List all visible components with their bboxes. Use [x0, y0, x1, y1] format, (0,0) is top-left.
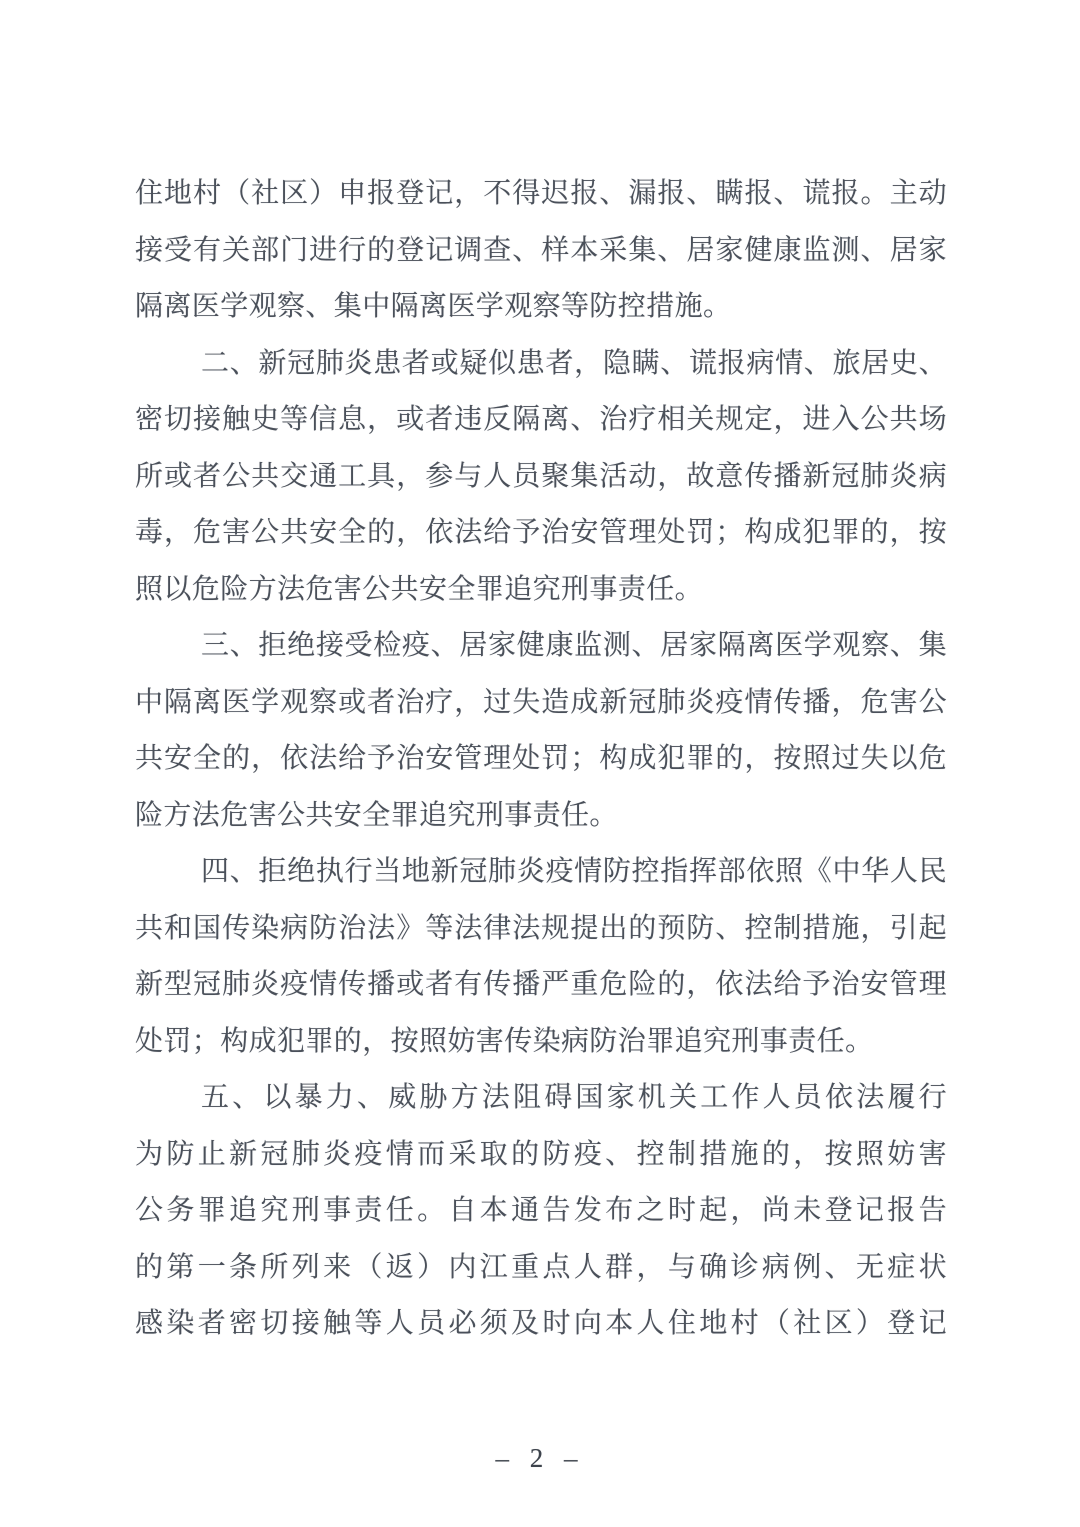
text-line: 隔离医学观察、集中隔离医学观察等防控措施。 [135, 291, 732, 322]
text-line: 五、以暴力、威胁方法阻碍国家机关工作人员依法履行 [201, 1082, 947, 1113]
text-line: 公务罪追究刑事责任。自本通告发布之时起，尚未登记报告 [135, 1195, 947, 1226]
text-line: 新型冠肺炎疫情传播或者有传播严重危险的，依法给予治安管理 [135, 969, 947, 1000]
text-line: 密切接触史等信息，或者违反隔离、治疗相关规定，进入公共场 [135, 404, 947, 435]
text-line: 住地村（社区）申报登记，不得迟报、漏报、瞒报、谎报。主动 [135, 178, 947, 209]
text-line: 感染者密切接触等人员必须及时向本人住地村（社区）登记 [135, 1308, 947, 1339]
page-number: – 2 – [495, 1443, 585, 1473]
text-line: 为防止新冠肺炎疫情而采取的防疫、控制措施的，按照妨害 [135, 1138, 947, 1170]
document-body [135, 166, 947, 1353]
text-line: 毒，危害公共安全的，依法给予治安管理处罚；构成犯罪的，按 [135, 517, 947, 548]
text-line: 共安全的，依法给予治安管理处罚；构成犯罪的，按照过失以危 [135, 743, 947, 774]
text-line: 所或者公共交通工具，参与人员聚集活动，故意传播新冠肺炎病 [135, 460, 947, 492]
text-line: 四、拒绝执行当地新冠肺炎疫情防控指挥部依照《中华人民 [201, 856, 947, 887]
text-line: 中隔离医学观察或者治疗，过失造成新冠肺炎疫情传播，危害公 [135, 686, 947, 718]
text-line: 处罚；构成犯罪的，按照妨害传染病防治罪追究刑事责任。 [135, 1025, 874, 1057]
text-line: 的第一条所列来（返）内江重点人群，与确诊病例、无症状 [135, 1251, 947, 1283]
text-line: 共和国传染病防治法》等法律法规提出的预防、控制措施，引起 [135, 912, 947, 944]
text-line: 险方法危害公共安全罪追究刑事责任。 [135, 799, 618, 831]
text-line: 三、拒绝接受检疫、居家健康监测、居家隔离医学观察、集 [201, 630, 947, 661]
text-line: 照以危险方法危害公共安全罪追究刑事责任。 [135, 573, 704, 605]
text-line: 二、新冠肺炎患者或疑似患者，隐瞒、谎报病情、旅居史、 [201, 347, 947, 379]
text-line: 接受有关部门进行的登记调查、样本采集、居家健康监测、居家 [135, 234, 947, 266]
